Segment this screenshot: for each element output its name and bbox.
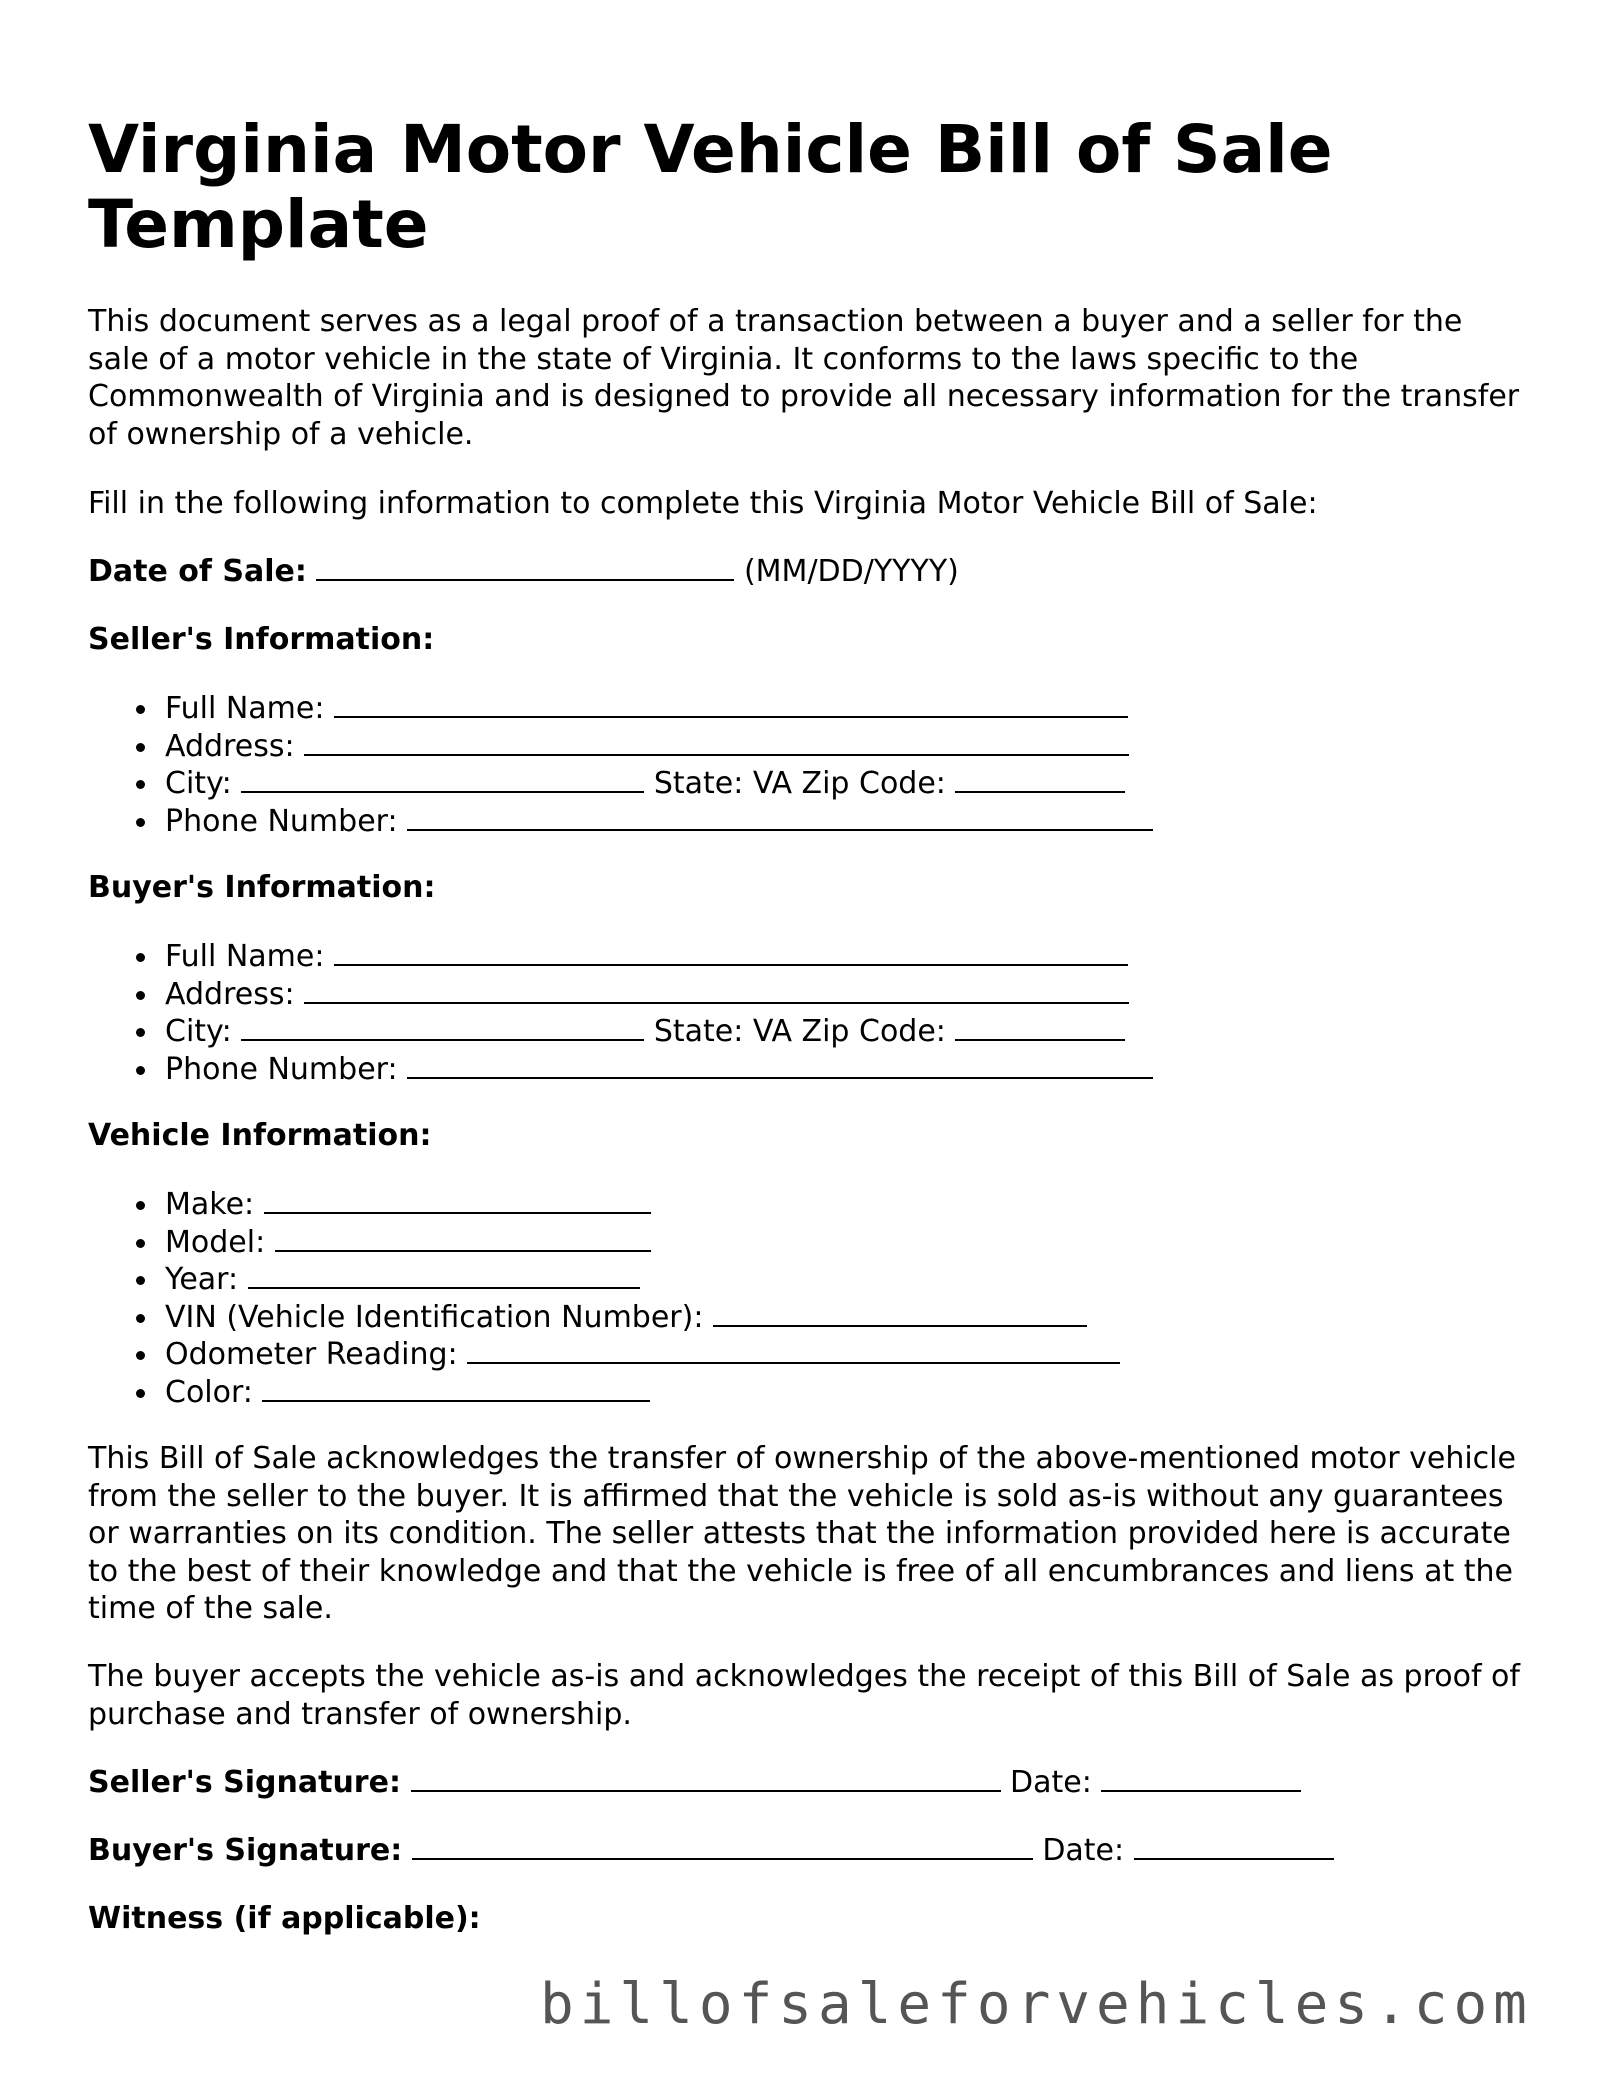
buyer-phone-field[interactable] xyxy=(407,1053,1153,1079)
list-item xyxy=(165,1299,1120,1337)
buyer-signature-label: Buyer's Signature: xyxy=(88,1833,403,1868)
seller-phone-field[interactable] xyxy=(407,805,1153,831)
buyer-date-label: Date: xyxy=(1042,1833,1125,1868)
buyer-address-label: Address: xyxy=(165,976,295,1012)
list-item xyxy=(165,803,1153,841)
page-title: Virginia Motor Vehicle Bill of Sale Template xyxy=(88,111,1333,263)
vehicle-color-field[interactable] xyxy=(262,1376,650,1402)
buyer-full-name-label: Full Name: xyxy=(165,939,325,974)
seller-full-name-field[interactable] xyxy=(334,692,1128,718)
seller-zip-field[interactable] xyxy=(955,767,1125,793)
date-of-sale-field[interactable] xyxy=(316,555,734,581)
seller-heading: Seller's Information: xyxy=(88,622,435,657)
buyer-state-zip-label: State: VA Zip Code: xyxy=(653,1014,946,1049)
vehicle-heading: Vehicle Information: xyxy=(88,1118,432,1153)
buyer-city-label: City: xyxy=(165,1014,232,1049)
buyer-full-name-field[interactable] xyxy=(334,940,1128,966)
buyer-signature-row xyxy=(88,1832,1334,1870)
seller-fields xyxy=(88,690,1153,840)
buyer-heading: Buyer's Information: xyxy=(88,870,436,905)
vehicle-vin-field[interactable] xyxy=(713,1301,1087,1327)
buyer-phone-label: Phone Number: xyxy=(165,1051,398,1087)
seller-full-name-label: Full Name: xyxy=(165,691,325,726)
date-of-sale-row xyxy=(88,553,959,591)
instruction-paragraph: Fill in the following information to complete this Virginia Motor Vehicle Bill of Sale: xyxy=(88,486,1318,521)
seller-city-label: City: xyxy=(165,766,232,801)
vehicle-year-field[interactable] xyxy=(248,1263,640,1289)
buyer-date-field[interactable] xyxy=(1134,1834,1334,1860)
vehicle-model-label: Model: xyxy=(165,1224,266,1260)
list-item xyxy=(165,976,1153,1014)
vehicle-color-label: Color: xyxy=(165,1374,253,1410)
witness-label: Witness (if applicable): xyxy=(88,1901,481,1936)
date-of-sale-label: Date of Sale: xyxy=(88,554,307,589)
list-item xyxy=(165,690,1153,728)
list-item xyxy=(165,1224,1120,1262)
seller-state-zip-label: State: VA Zip Code: xyxy=(653,766,946,801)
list-item xyxy=(165,1013,1153,1051)
seller-signature-row xyxy=(88,1764,1301,1802)
list-item xyxy=(165,1336,1120,1374)
vehicle-year-label: Year: xyxy=(165,1262,239,1297)
list-item xyxy=(165,1261,1120,1299)
seller-date-label: Date: xyxy=(1010,1765,1092,1800)
vehicle-odometer-label: Odometer Reading: xyxy=(165,1337,458,1372)
buyer-address-field[interactable] xyxy=(304,978,1129,1004)
list-item xyxy=(165,765,1153,803)
seller-date-field[interactable] xyxy=(1101,1766,1301,1792)
date-format-hint: (MM/DD/YYYY) xyxy=(743,554,959,589)
seller-address-field[interactable] xyxy=(304,730,1129,756)
list-item xyxy=(165,1051,1153,1089)
seller-signature-field[interactable] xyxy=(411,1766,1001,1792)
acknowledgement-paragraph: This Bill of Sale acknowledges the transfer of ownership of the above-mentioned motor vehicle from the seller to the buyer. It is affirmed that the vehicle is sold as-is without any guarantees or warranties on its condition. The seller attests that the information provided here is accurate to the best of their knowledge and that the vehicle is free of all encumbrances and liens at the time of the sale. xyxy=(88,1441,1516,1626)
list-item xyxy=(165,1186,1120,1224)
list-item xyxy=(165,1374,1120,1412)
seller-address-label: Address: xyxy=(165,728,295,764)
buyer-zip-field[interactable] xyxy=(955,1015,1125,1041)
buyer-city-field[interactable] xyxy=(241,1015,644,1041)
vehicle-make-field[interactable] xyxy=(264,1188,651,1214)
vehicle-model-field[interactable] xyxy=(275,1226,651,1252)
buyer-acceptance-paragraph: The buyer accepts the vehicle as-is and acknowledges the receipt of this Bill of Sale as proof of purchase and transfer of ownership. xyxy=(88,1659,1520,1732)
seller-phone-label: Phone Number: xyxy=(165,803,398,839)
vehicle-fields xyxy=(88,1186,1120,1411)
vehicle-vin-label: VIN (Vehicle Identification Number): xyxy=(165,1299,704,1335)
list-item xyxy=(165,938,1153,976)
buyer-signature-field[interactable] xyxy=(412,1834,1033,1860)
seller-signature-label: Seller's Signature: xyxy=(88,1765,401,1800)
website-watermark: billofsaleforvehicles.com xyxy=(540,1972,1533,2037)
vehicle-make-label: Make: xyxy=(165,1187,255,1222)
buyer-fields xyxy=(88,938,1153,1088)
list-item xyxy=(165,728,1153,766)
vehicle-odometer-field[interactable] xyxy=(467,1338,1120,1364)
seller-city-field[interactable] xyxy=(241,767,644,793)
intro-paragraph: This document serves as a legal proof of a transaction between a buyer and a seller for the sale of a motor vehicle in the state of Virginia. It conforms to the laws specific to the Commonwealth of Virginia and is designed to provide all necessary information for the transfer of ownership of a vehicle. xyxy=(88,304,1520,452)
